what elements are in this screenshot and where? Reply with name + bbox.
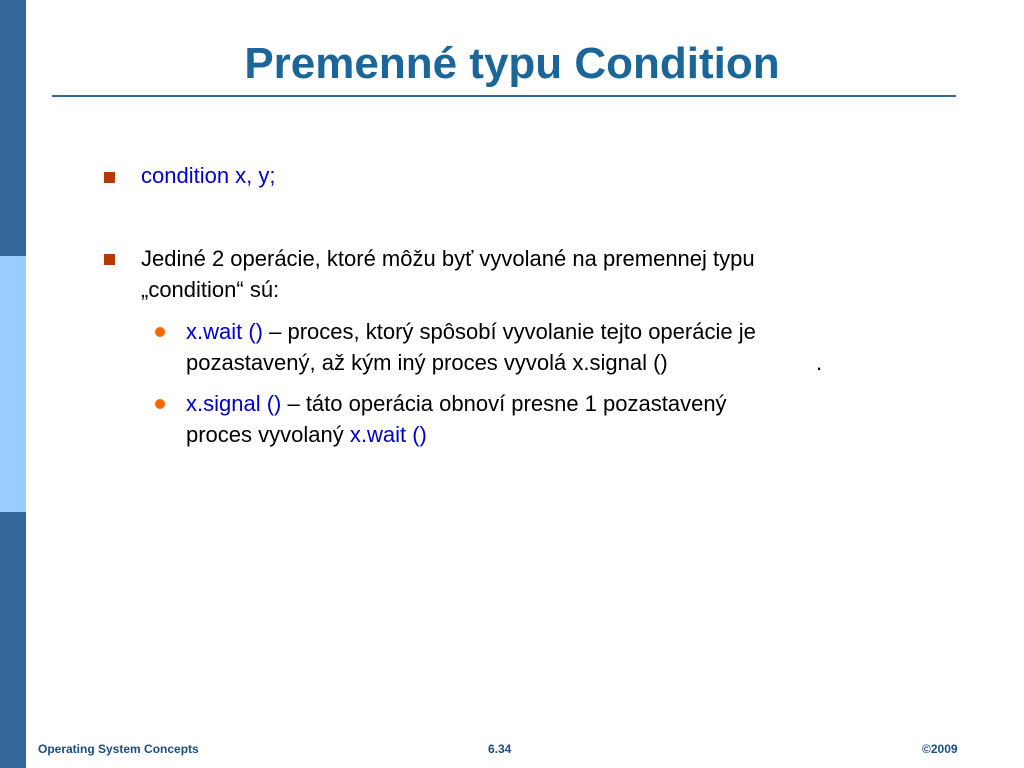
square-bullet-icon xyxy=(104,254,115,265)
sub-bullet-wait-period: . xyxy=(816,350,823,375)
sidebar-highlight xyxy=(0,256,26,512)
sub-bullet-wait-line2: pozastavený, až kým iný proces vyvolá x.signal () xyxy=(186,350,668,375)
sub-bullet-wait-line1 xyxy=(186,316,756,348)
signal-line2-text: proces vyvolaný xyxy=(186,422,350,447)
title-divider xyxy=(52,95,956,97)
bullet-condition-code: condition x, y; xyxy=(141,163,276,188)
wait-description: – proces, ktorý spôsobí vyvolanie tejto operácie je xyxy=(263,319,756,344)
signal-description: – táto operácia obnoví presne 1 pozastavený xyxy=(281,391,727,416)
footer-copyright: ©2009 xyxy=(922,742,958,756)
signal-line2-code: x.wait () xyxy=(349,422,427,447)
bullet-operations-line1: Jediné 2 operácie, ktoré môžu byť vyvolané na premennej typu xyxy=(141,246,755,271)
sub-bullet-signal-line2 xyxy=(186,419,427,451)
footer-slide-number: 6.34 xyxy=(488,742,512,756)
round-bullet-icon xyxy=(155,327,165,337)
signal-code: x.signal () xyxy=(186,391,282,416)
footer-course: Operating System Concepts xyxy=(38,742,199,756)
sub-bullet-signal-line1 xyxy=(186,388,727,420)
slide-title: Premenné typu Condition xyxy=(244,39,780,88)
round-bullet-icon xyxy=(155,399,165,409)
square-bullet-icon xyxy=(104,172,115,183)
bullet-operations-line2: „condition“ sú: xyxy=(141,277,280,302)
wait-code: x.wait () xyxy=(186,319,263,344)
